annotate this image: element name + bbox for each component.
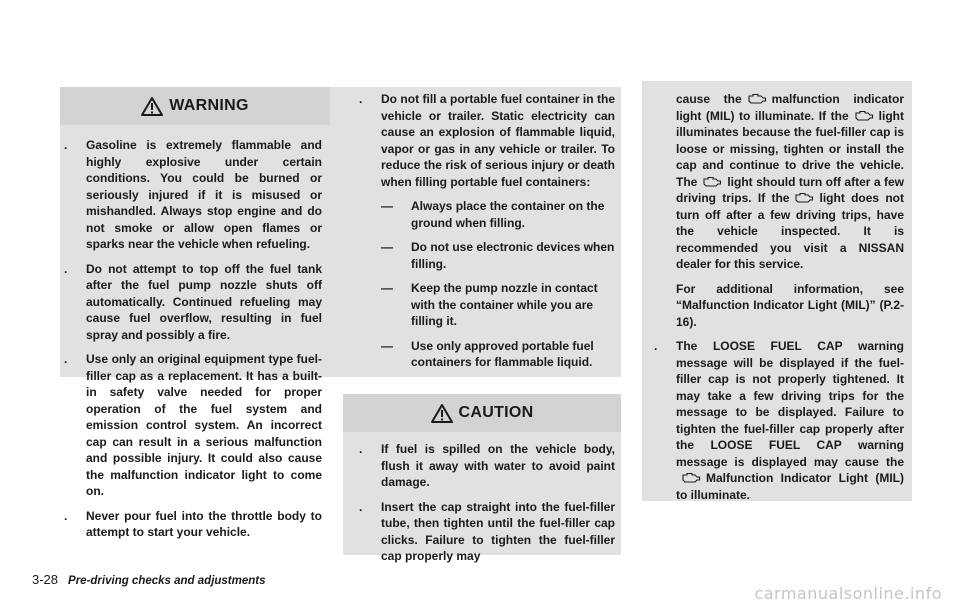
warning-header [60, 87, 330, 125]
engine-check-icon [701, 176, 723, 187]
warning-list-right [355, 91, 615, 379]
list-item: . Gasoline is extremely flammable and highly explosive under certain conditions. You could be burned or seriously injured if it is misused or mishandled. Always stop engine and do not smoke or allow open flames or sparks near the vehicle when refueling. [64, 138, 322, 251]
engine-check-icon [680, 472, 702, 483]
sub-list-item: — Do not use electronic devices when filling. [381, 240, 615, 271]
engine-check-icon [746, 93, 768, 104]
list-item: . Do not fill a portable fuel container in the vehicle or trailer. Static electricity can cause an explosion of flammable liquid, vapor or gas in any vehicle or trailer. To reduce the risk of serious injury or death when filling portable fuel containers: [359, 92, 615, 189]
list-item: . If fuel is spilled on the vehicle body, flush it away with water to avoid paint damage. [359, 442, 615, 489]
caution-continued-text: cause the malfunction indicator light (MIL) to illuminate. If the light illuminates because the fuel-filler cap is loose or missing, tighten or install the cap and continue to drive the vehicle. The light should turn off after a few driving trips. If the light does not turn off after a few driving trips, have the vehicle inspected. It is recommended you visit a NISSAN dealer for this service. [676, 92, 905, 271]
caution-title: CAUTION [458, 404, 534, 421]
sub-list-item: — Use only approved portable fuel containers for flammable liquid. [381, 338, 594, 369]
additional-info: For additional information, see “Malfunction Indicator Light (MIL)” (P.2-16). [676, 281, 904, 329]
warning-triangle-icon [141, 97, 163, 116]
sub-list-item: — Always place the container on the ground when filling. [381, 199, 605, 230]
warning-list-left [60, 137, 322, 549]
warning-triangle-icon [431, 404, 453, 423]
list-item: . Use only an original equipment type fuel-filler cap as a replacement. It has a built-in safety valve needed for proper operation of the fuel system and emission control system. An incorrect cap can result in a serious malfunction and possible injury. It could also cause the malfunction indicator light to come on. [64, 352, 322, 498]
warning-title: WARNING [169, 97, 249, 114]
caution-list-right [650, 91, 904, 511]
list-item: . Insert the cap straight into the fuel-filler tube, then tighten until the fuel-filler cap clicks. Failure to tighten the fuel-filler cap properly may [359, 499, 615, 563]
list-item: . Never pour fuel into the throttle body to attempt to start your vehicle. [64, 508, 322, 539]
page-footer [32, 572, 266, 587]
caution-list-middle [355, 441, 615, 573]
list-item: . The LOOSE FUEL CAP warning message will be displayed if the fuel-filler cap is not properly tightened. It may take a few driving trips for the message to be displayed. Failure to tighten the fuel-filler cap properly after the LOOSE FUEL CAP warning message is displayed may cause theMalfunction Indicator Light (MIL) to illuminate. [654, 339, 904, 502]
sub-list-item: — Keep the pump nozzle in contact with the container while you are filling it. [381, 281, 598, 328]
list-item: . Do not attempt to top off the fuel tank after the fuel pump nozzle shuts off automatically. Continued refueling may cause fuel overflow, resulting in fuel spray and possibly a fire. [64, 261, 322, 342]
page-number: 3-28 [32, 572, 59, 587]
engine-check-icon [853, 110, 875, 121]
watermark: carmanualsonline.info [754, 584, 942, 603]
caution-header [343, 394, 621, 432]
section-title: Pre-driving checks and adjustments [68, 575, 266, 587]
engine-check-icon [793, 192, 815, 203]
